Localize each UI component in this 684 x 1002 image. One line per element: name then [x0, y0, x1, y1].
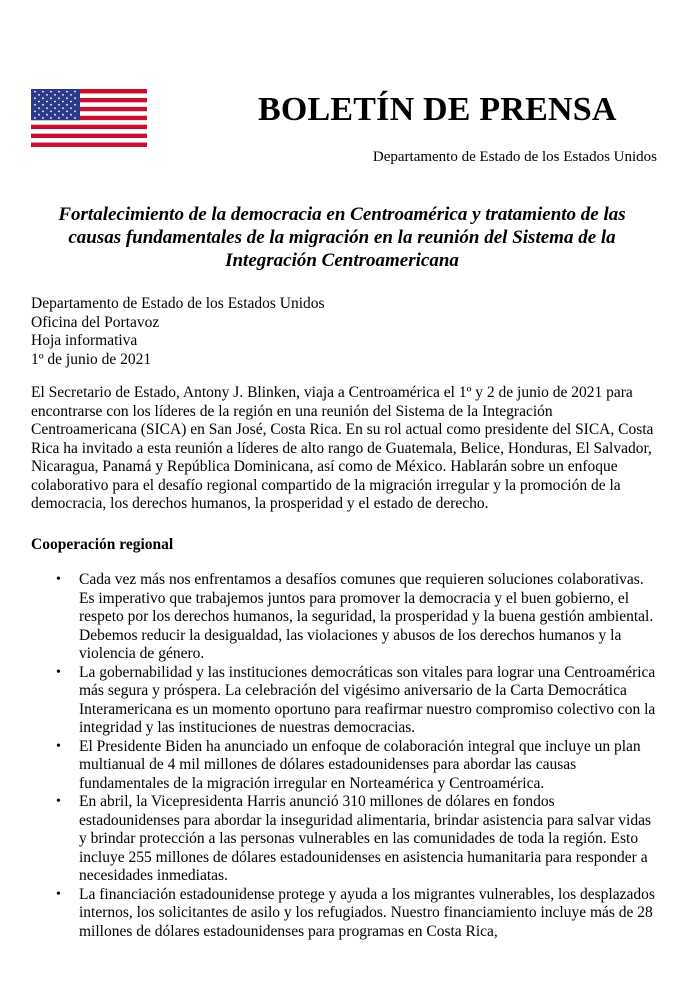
bullet-list: [79, 571, 657, 941]
list-item: • La gobernabilidad y las instituciones democráticas son vitales para lograr una Centroamérica más segura y próspera. La celebración del vigésimo aniversario de la Carta Democrática Interamericana es un momento oportuno para reafirmar nuestro compromiso colectivo con la integridad y las instituciones de nuestras democracias.: [79, 664, 657, 738]
us-flag-icon: [31, 89, 147, 147]
list-item: • La financiación estadounidense protege y ayuda a los migrantes vulnerables, los desplazados internos, los solicitantes de asilo y los refugiados. Nuestro financiamiento incluye más de 28 millones de dólares estadounidenses para programas en Costa Rica,: [79, 886, 657, 942]
release-meta: [31, 295, 325, 369]
meta-doc-type: Hoja informativa: [31, 332, 138, 349]
meta-department: Departamento de Estado de los Estados Unidos: [31, 295, 325, 312]
press-headline: Fortalecimiento de la democracia en Centroamérica y tratamiento de las causas fundamentales de la migración en la reunión del Sistema de la Integración Centroamericana: [58, 204, 626, 271]
page-title: BOLETÍN DE PRENSA: [258, 91, 617, 128]
list-item: • El Presidente Biden ha anunciado un enfoque de colaboración integral que incluye un plan multianual de 4 mil millones de dólares estadounidenses para abordar las causas fundamentales de la migración irregular en Norteamérica y Centroamérica.: [79, 738, 657, 794]
list-item: • En abril, la Vicepresidenta Harris anunció 310 millones de dólares en fondos estadounidenses para abordar la inseguridad alimentaria, brindar asistencia para salvar vidas y brindar protección a las personas vulnerables en las comunidades de toda la región. Esto incluye 255 millones de dólares estadounidenses en asistencia humanitaria para responder a necesidades inmediatas.: [79, 793, 657, 886]
section-heading: Cooperación regional: [31, 536, 174, 553]
department-subtitle: Departamento de Estado de los Estados Unidos: [372, 149, 657, 165]
meta-date: 1º de junio de 2021: [31, 350, 152, 368]
list-item: • Cada vez más nos enfrentamos a desafíos comunes que requieren soluciones colaborativas. Es imperativo que trabajemos juntos para promover la democracia y el buen gobierno, el respeto por los derechos humanos, la seguridad, la prosperidad y la buena gestión ambiental. Debemos reducir la desigualdad, las violaciones y abusos de los derechos humanos y la violencia de género.: [79, 571, 657, 664]
intro-paragraph: El Secretario de Estado, Antony J. Blinken, viaja a Centroamérica el 1º y 2 de junio de 2021 para encontrarse con los líderes de la región en una reunión del Sistema de la Integración Centroamericana (SICA) en San José, Costa Rica. En su rol actual como presidente del SICA, Costa Rica ha invitado a esta reunión a líderes de alto rango de Guatemala, Belice, Honduras, El Salvador, Nicaragua, Panamá y República Dominicana, así como de México. Hablarán sobre un enfoque colaborativo para el desafío regional compartido de la migración irregular y la promoción de la democracia, los derechos humanos, la prosperidad y el estado de derecho.: [31, 384, 654, 512]
meta-office: Oficina del Portavoz: [31, 313, 160, 331]
